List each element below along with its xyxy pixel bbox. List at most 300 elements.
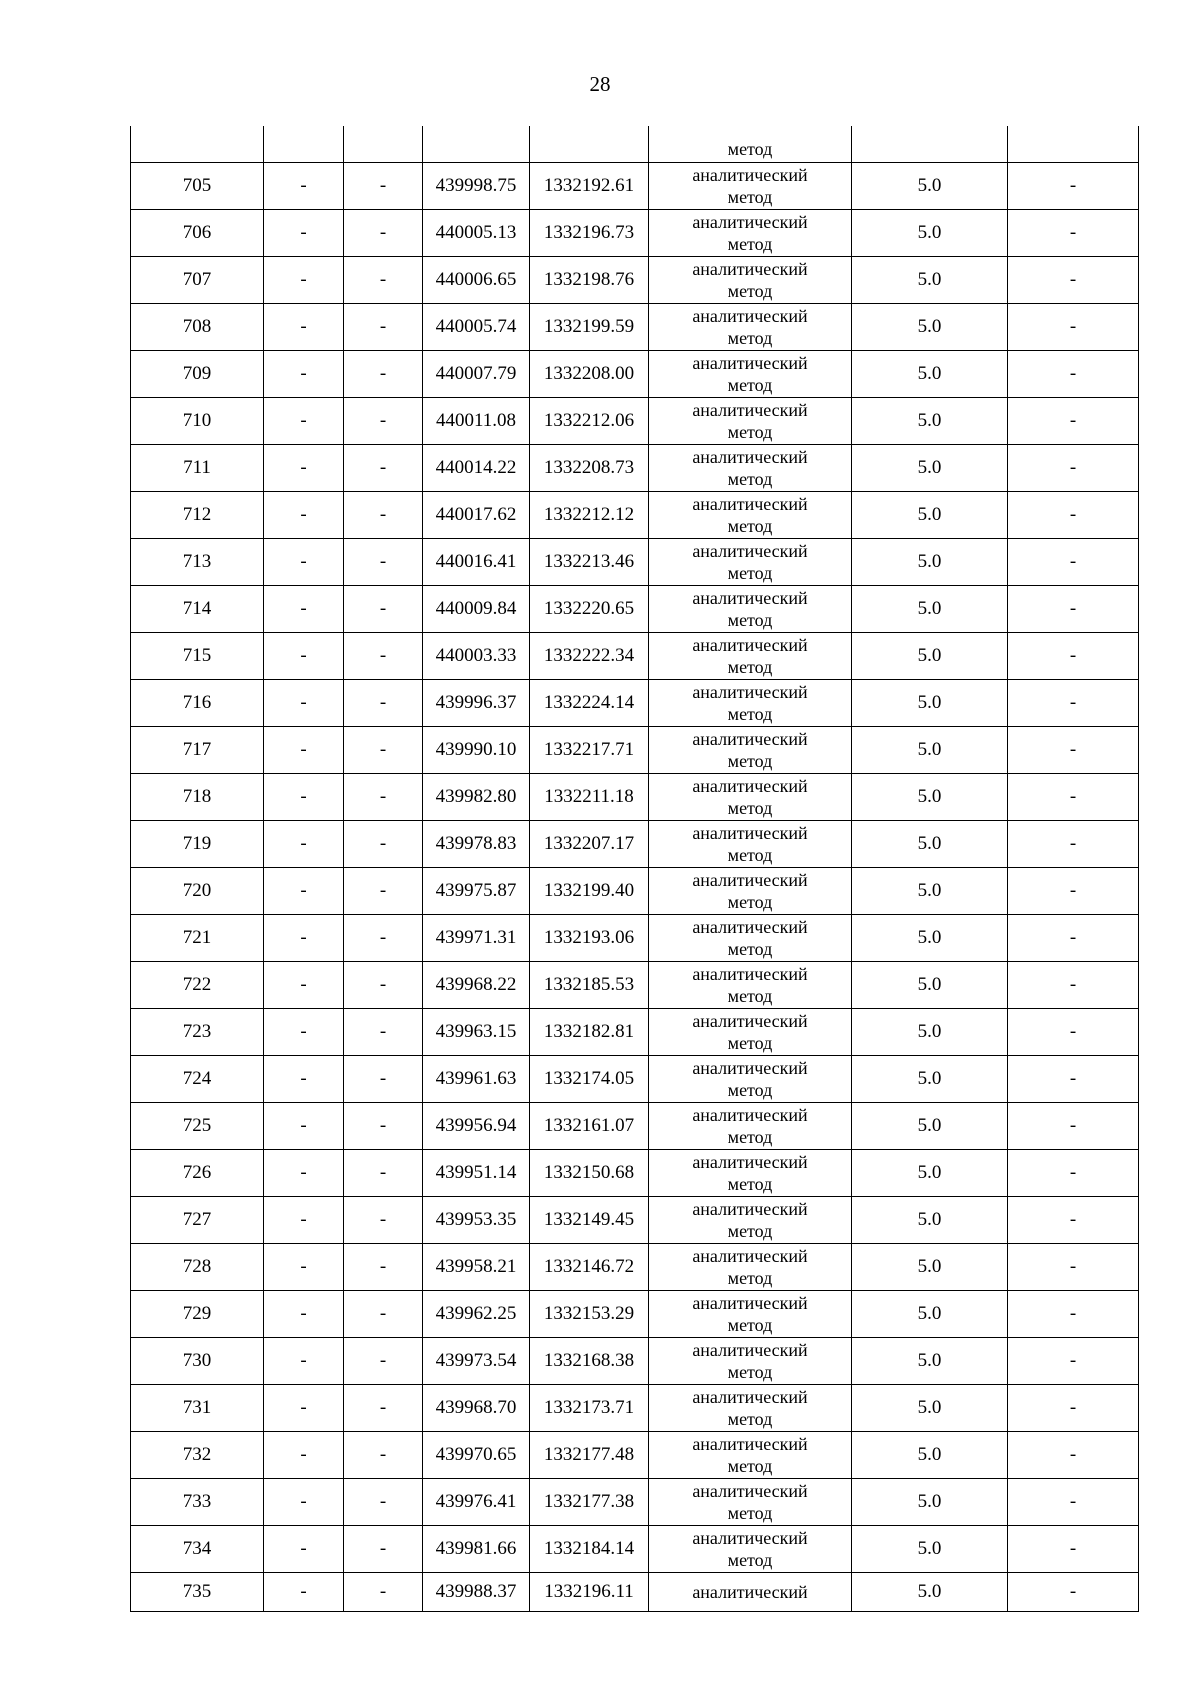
table-row xyxy=(131,915,1139,962)
method-line2: метод xyxy=(727,751,773,771)
dash-cell: - xyxy=(1008,727,1139,774)
method-line1: аналитический xyxy=(692,1340,808,1360)
method-line1: аналитический xyxy=(692,1011,808,1031)
method-line1: аналитический xyxy=(692,635,808,655)
y-coordinate-cell: 1332199.59 xyxy=(530,304,649,351)
y-coordinate-cell: 1332184.14 xyxy=(530,1526,649,1573)
point-number-cell: 733 xyxy=(131,1479,264,1526)
method-line2: метод xyxy=(727,1409,773,1429)
method-cell xyxy=(649,1291,852,1338)
accuracy-cell: 5.0 xyxy=(852,1479,1008,1526)
point-number-cell: 729 xyxy=(131,1291,264,1338)
table-row xyxy=(131,257,1139,304)
x-coordinate-cell: 439962.25 xyxy=(423,1291,530,1338)
x-coordinate-cell: 439951.14 xyxy=(423,1150,530,1197)
dash-cell: - xyxy=(264,445,344,492)
table-row xyxy=(131,586,1139,633)
point-number-cell: 727 xyxy=(131,1197,264,1244)
y-coordinate-cell: 1332149.45 xyxy=(530,1197,649,1244)
table-row xyxy=(131,1385,1139,1432)
accuracy-cell: 5.0 xyxy=(852,1244,1008,1291)
accuracy-cell: 5.0 xyxy=(852,1526,1008,1573)
table-row xyxy=(131,633,1139,680)
dash-cell: - xyxy=(1008,351,1139,398)
dash-cell: - xyxy=(344,351,423,398)
table-cell xyxy=(852,126,1008,163)
y-coordinate-cell: 1332212.06 xyxy=(530,398,649,445)
method-line2: метод xyxy=(727,234,773,254)
dash-cell: - xyxy=(1008,774,1139,821)
table-row xyxy=(131,680,1139,727)
x-coordinate-cell: 439958.21 xyxy=(423,1244,530,1291)
y-coordinate-cell: 1332185.53 xyxy=(530,962,649,1009)
dash-cell: - xyxy=(344,727,423,774)
x-coordinate-cell: 439996.37 xyxy=(423,680,530,727)
x-coordinate-cell: 439968.70 xyxy=(423,1385,530,1432)
y-coordinate-cell: 1332168.38 xyxy=(530,1338,649,1385)
accuracy-cell: 5.0 xyxy=(852,821,1008,868)
point-number-cell: 708 xyxy=(131,304,264,351)
dash-cell: - xyxy=(344,304,423,351)
dash-cell: - xyxy=(344,1103,423,1150)
dash-cell: - xyxy=(1008,304,1139,351)
x-coordinate-cell: 439982.80 xyxy=(423,774,530,821)
dash-cell: - xyxy=(264,351,344,398)
x-coordinate-cell: 440017.62 xyxy=(423,492,530,539)
y-coordinate-cell: 1332146.72 xyxy=(530,1244,649,1291)
table-row xyxy=(131,821,1139,868)
method-line2: метод xyxy=(727,281,773,301)
y-coordinate-cell: 1332193.06 xyxy=(530,915,649,962)
dash-cell: - xyxy=(264,586,344,633)
y-coordinate-cell: 1332212.12 xyxy=(530,492,649,539)
dash-cell: - xyxy=(344,445,423,492)
x-coordinate-cell: 439953.35 xyxy=(423,1197,530,1244)
method-cell xyxy=(649,257,852,304)
method-cell xyxy=(649,445,852,492)
y-coordinate-cell: 1332182.81 xyxy=(530,1009,649,1056)
method-cell xyxy=(649,1197,852,1244)
dash-cell: - xyxy=(344,962,423,1009)
method-line2: метод xyxy=(727,610,773,630)
point-number-cell: 726 xyxy=(131,1150,264,1197)
method-line2: метод xyxy=(727,1268,773,1288)
dash-cell: - xyxy=(264,492,344,539)
dash-cell: - xyxy=(264,1244,344,1291)
accuracy-cell: 5.0 xyxy=(852,210,1008,257)
method-line2: метод xyxy=(727,657,773,677)
x-coordinate-cell: 439990.10 xyxy=(423,727,530,774)
dash-cell: - xyxy=(264,1526,344,1573)
accuracy-cell: 5.0 xyxy=(852,445,1008,492)
table-row xyxy=(131,868,1139,915)
dash-cell: - xyxy=(344,586,423,633)
method-cell xyxy=(649,1244,852,1291)
y-coordinate-cell: 1332198.76 xyxy=(530,257,649,304)
dash-cell: - xyxy=(344,821,423,868)
table-row xyxy=(131,1056,1139,1103)
dash-cell: - xyxy=(264,774,344,821)
dash-cell: - xyxy=(344,1526,423,1573)
method-line2: метод xyxy=(727,187,773,207)
method-line1: аналитический xyxy=(692,823,808,843)
accuracy-cell: 5.0 xyxy=(852,1385,1008,1432)
y-coordinate-cell: 1332220.65 xyxy=(530,586,649,633)
method-line1: аналитический xyxy=(692,1105,808,1125)
point-number-cell: 707 xyxy=(131,257,264,304)
method-cell xyxy=(649,962,852,1009)
dash-cell: - xyxy=(264,1103,344,1150)
table-row xyxy=(131,1009,1139,1056)
dash-cell: - xyxy=(344,163,423,210)
method-cell xyxy=(649,539,852,586)
y-coordinate-cell: 1332174.05 xyxy=(530,1056,649,1103)
x-coordinate-cell: 440011.08 xyxy=(423,398,530,445)
method-cell xyxy=(649,821,852,868)
table-row xyxy=(131,163,1139,210)
table-cell xyxy=(344,126,423,163)
x-coordinate-cell: 439998.75 xyxy=(423,163,530,210)
x-coordinate-cell: 439970.65 xyxy=(423,1432,530,1479)
point-number-cell: 711 xyxy=(131,445,264,492)
table-row xyxy=(131,1573,1139,1612)
method-line1: аналитический xyxy=(692,1199,808,1219)
method-line1: аналитический xyxy=(692,1246,808,1266)
x-coordinate-cell: 439976.41 xyxy=(423,1479,530,1526)
method-cell xyxy=(649,1479,852,1526)
point-number-cell: 712 xyxy=(131,492,264,539)
dash-cell: - xyxy=(344,398,423,445)
method-line2: метод xyxy=(727,139,773,159)
coordinates-table xyxy=(130,126,1139,1612)
table-row xyxy=(131,1338,1139,1385)
table-row xyxy=(131,210,1139,257)
dash-cell: - xyxy=(1008,257,1139,304)
dash-cell: - xyxy=(344,868,423,915)
x-coordinate-cell: 439956.94 xyxy=(423,1103,530,1150)
method-line2: метод xyxy=(727,1221,773,1241)
page-number: 28 xyxy=(589,72,611,96)
accuracy-cell: 5.0 xyxy=(852,774,1008,821)
method-cell xyxy=(649,304,852,351)
accuracy-cell: 5.0 xyxy=(852,1197,1008,1244)
table-row xyxy=(131,1432,1139,1479)
table-row xyxy=(131,304,1139,351)
method-line1: аналитический xyxy=(692,1481,808,1501)
dash-cell: - xyxy=(264,398,344,445)
y-coordinate-cell: 1332224.14 xyxy=(530,680,649,727)
method-line2: метод xyxy=(727,1503,773,1523)
dash-cell: - xyxy=(1008,1009,1139,1056)
accuracy-cell: 5.0 xyxy=(852,1103,1008,1150)
method-line2: метод xyxy=(727,704,773,724)
method-line1: аналитический xyxy=(692,1293,808,1313)
method-cell xyxy=(649,727,852,774)
dash-cell: - xyxy=(264,727,344,774)
dash-cell: - xyxy=(344,1056,423,1103)
table-cell xyxy=(131,126,264,163)
accuracy-cell: 5.0 xyxy=(852,633,1008,680)
method-line2: метод xyxy=(727,1033,773,1053)
method-line1: аналитический xyxy=(692,306,808,326)
dash-cell: - xyxy=(344,1479,423,1526)
method-line2: метод xyxy=(727,1362,773,1382)
accuracy-cell: 5.0 xyxy=(852,398,1008,445)
dash-cell: - xyxy=(264,1573,344,1612)
y-coordinate-cell: 1332173.71 xyxy=(530,1385,649,1432)
table-row xyxy=(131,1479,1139,1526)
method-line1: аналитический xyxy=(692,541,808,561)
dash-cell: - xyxy=(1008,1432,1139,1479)
table-cell xyxy=(264,126,344,163)
y-coordinate-cell: 1332192.61 xyxy=(530,163,649,210)
point-number-cell: 723 xyxy=(131,1009,264,1056)
table-row xyxy=(131,1103,1139,1150)
point-number-cell: 721 xyxy=(131,915,264,962)
method-cell xyxy=(649,774,852,821)
method-line2: метод xyxy=(727,1127,773,1147)
method-cell xyxy=(649,633,852,680)
dash-cell: - xyxy=(1008,1197,1139,1244)
point-number-cell: 709 xyxy=(131,351,264,398)
method-line1: аналитический xyxy=(692,964,808,984)
method-line1: аналитический xyxy=(692,400,808,420)
method-line2: метод xyxy=(727,422,773,442)
table-row xyxy=(131,1291,1139,1338)
dash-cell: - xyxy=(1008,210,1139,257)
dash-cell: - xyxy=(264,1432,344,1479)
table-row xyxy=(131,727,1139,774)
accuracy-cell: 5.0 xyxy=(852,351,1008,398)
method-cell xyxy=(649,1573,852,1612)
x-coordinate-cell: 439961.63 xyxy=(423,1056,530,1103)
point-number-cell: 716 xyxy=(131,680,264,727)
x-coordinate-cell: 440005.13 xyxy=(423,210,530,257)
x-coordinate-cell: 440006.65 xyxy=(423,257,530,304)
x-coordinate-cell: 439963.15 xyxy=(423,1009,530,1056)
method-cell xyxy=(649,680,852,727)
accuracy-cell: 5.0 xyxy=(852,680,1008,727)
method-line1: аналитический xyxy=(692,1582,808,1602)
dash-cell: - xyxy=(344,1432,423,1479)
method-cell xyxy=(649,1009,852,1056)
dash-cell: - xyxy=(1008,1056,1139,1103)
dash-cell: - xyxy=(264,1291,344,1338)
dash-cell: - xyxy=(344,1150,423,1197)
method-cell xyxy=(649,126,852,163)
table-row xyxy=(131,962,1139,1009)
y-coordinate-cell: 1332196.73 xyxy=(530,210,649,257)
dash-cell: - xyxy=(264,1385,344,1432)
point-number-cell: 722 xyxy=(131,962,264,1009)
point-number-cell: 732 xyxy=(131,1432,264,1479)
accuracy-cell: 5.0 xyxy=(852,1338,1008,1385)
accuracy-cell: 5.0 xyxy=(852,492,1008,539)
point-number-cell: 717 xyxy=(131,727,264,774)
table-row xyxy=(131,1150,1139,1197)
accuracy-cell: 5.0 xyxy=(852,1056,1008,1103)
dash-cell: - xyxy=(1008,1479,1139,1526)
method-cell xyxy=(649,1432,852,1479)
x-coordinate-cell: 440009.84 xyxy=(423,586,530,633)
dash-cell: - xyxy=(264,1197,344,1244)
accuracy-cell: 5.0 xyxy=(852,586,1008,633)
method-cell xyxy=(649,1385,852,1432)
method-line2: метод xyxy=(727,845,773,865)
method-cell xyxy=(649,492,852,539)
method-cell xyxy=(649,868,852,915)
method-line1: аналитический xyxy=(692,917,808,937)
dash-cell: - xyxy=(1008,1573,1139,1612)
table-row xyxy=(131,1526,1139,1573)
method-cell xyxy=(649,163,852,210)
method-line2: метод xyxy=(727,1174,773,1194)
method-line2: метод xyxy=(727,1080,773,1100)
dash-cell: - xyxy=(1008,398,1139,445)
point-number-cell: 706 xyxy=(131,210,264,257)
dash-cell: - xyxy=(1008,1526,1139,1573)
dash-cell: - xyxy=(1008,492,1139,539)
dash-cell: - xyxy=(264,1338,344,1385)
dash-cell: - xyxy=(1008,821,1139,868)
method-line1: аналитический xyxy=(692,1152,808,1172)
y-coordinate-cell: 1332222.34 xyxy=(530,633,649,680)
method-cell xyxy=(649,398,852,445)
method-line1: аналитический xyxy=(692,776,808,796)
table-cell xyxy=(530,126,649,163)
dash-cell: - xyxy=(344,210,423,257)
method-line2: метод xyxy=(727,939,773,959)
table-row xyxy=(131,492,1139,539)
dash-cell: - xyxy=(1008,915,1139,962)
dash-cell: - xyxy=(344,1197,423,1244)
point-number-cell: 730 xyxy=(131,1338,264,1385)
method-cell xyxy=(649,915,852,962)
dash-cell: - xyxy=(1008,1385,1139,1432)
point-number-cell: 710 xyxy=(131,398,264,445)
point-number-cell: 728 xyxy=(131,1244,264,1291)
x-coordinate-cell: 439988.37 xyxy=(423,1573,530,1612)
table-row xyxy=(131,1244,1139,1291)
dash-cell: - xyxy=(344,1573,423,1612)
dash-cell: - xyxy=(1008,1291,1139,1338)
x-coordinate-cell: 439981.66 xyxy=(423,1526,530,1573)
method-line2: метод xyxy=(727,516,773,536)
dash-cell: - xyxy=(344,1009,423,1056)
point-number-cell: 735 xyxy=(131,1573,264,1612)
y-coordinate-cell: 1332208.73 xyxy=(530,445,649,492)
method-line1: аналитический xyxy=(692,165,808,185)
dash-cell: - xyxy=(264,915,344,962)
method-line2: метод xyxy=(727,1315,773,1335)
dash-cell: - xyxy=(264,680,344,727)
dash-cell: - xyxy=(264,1009,344,1056)
x-coordinate-cell: 440014.22 xyxy=(423,445,530,492)
table-row xyxy=(131,774,1139,821)
dash-cell: - xyxy=(1008,1150,1139,1197)
y-coordinate-cell: 1332161.07 xyxy=(530,1103,649,1150)
y-coordinate-cell: 1332150.68 xyxy=(530,1150,649,1197)
dash-cell: - xyxy=(264,1150,344,1197)
method-line2: метод xyxy=(727,892,773,912)
dash-cell: - xyxy=(264,962,344,1009)
method-cell xyxy=(649,1338,852,1385)
point-number-cell: 718 xyxy=(131,774,264,821)
x-coordinate-cell: 440007.79 xyxy=(423,351,530,398)
y-coordinate-cell: 1332199.40 xyxy=(530,868,649,915)
method-line2: метод xyxy=(727,375,773,395)
table-cell xyxy=(1008,126,1139,163)
x-coordinate-cell: 440003.33 xyxy=(423,633,530,680)
table-cell xyxy=(423,126,530,163)
point-number-cell: 719 xyxy=(131,821,264,868)
method-cell xyxy=(649,1150,852,1197)
y-coordinate-cell: 1332196.11 xyxy=(530,1573,649,1612)
accuracy-cell: 5.0 xyxy=(852,1291,1008,1338)
accuracy-cell: 5.0 xyxy=(852,257,1008,304)
method-line1: аналитический xyxy=(692,682,808,702)
y-coordinate-cell: 1332177.48 xyxy=(530,1432,649,1479)
method-line2: метод xyxy=(727,469,773,489)
accuracy-cell: 5.0 xyxy=(852,962,1008,1009)
accuracy-cell: 5.0 xyxy=(852,915,1008,962)
dash-cell: - xyxy=(344,257,423,304)
dash-cell: - xyxy=(1008,586,1139,633)
y-coordinate-cell: 1332153.29 xyxy=(530,1291,649,1338)
method-line2: метод xyxy=(727,798,773,818)
method-line1: аналитический xyxy=(692,353,808,373)
method-line1: аналитический xyxy=(692,588,808,608)
method-line1: аналитический xyxy=(692,1528,808,1548)
dash-cell: - xyxy=(264,633,344,680)
dash-cell: - xyxy=(264,163,344,210)
y-coordinate-cell: 1332177.38 xyxy=(530,1479,649,1526)
method-cell xyxy=(649,1103,852,1150)
y-coordinate-cell: 1332217.71 xyxy=(530,727,649,774)
point-number-cell: 724 xyxy=(131,1056,264,1103)
dash-cell: - xyxy=(264,821,344,868)
y-coordinate-cell: 1332213.46 xyxy=(530,539,649,586)
method-line1: аналитический xyxy=(692,447,808,467)
accuracy-cell: 5.0 xyxy=(852,539,1008,586)
method-line1: аналитический xyxy=(692,1434,808,1454)
dash-cell: - xyxy=(344,539,423,586)
dash-cell: - xyxy=(1008,445,1139,492)
dash-cell: - xyxy=(1008,868,1139,915)
dash-cell: - xyxy=(264,304,344,351)
method-cell xyxy=(649,1056,852,1103)
x-coordinate-cell: 439978.83 xyxy=(423,821,530,868)
accuracy-cell: 5.0 xyxy=(852,163,1008,210)
dash-cell: - xyxy=(344,1385,423,1432)
y-coordinate-cell: 1332208.00 xyxy=(530,351,649,398)
dash-cell: - xyxy=(1008,1244,1139,1291)
dash-cell: - xyxy=(1008,1338,1139,1385)
table-row xyxy=(131,445,1139,492)
point-number-cell: 715 xyxy=(131,633,264,680)
method-line1: аналитический xyxy=(692,494,808,514)
point-number-cell: 705 xyxy=(131,163,264,210)
table-row xyxy=(131,398,1139,445)
method-cell xyxy=(649,1526,852,1573)
accuracy-cell: 5.0 xyxy=(852,1150,1008,1197)
x-coordinate-cell: 440005.74 xyxy=(423,304,530,351)
table-row-continuation xyxy=(131,126,1139,163)
point-number-cell: 714 xyxy=(131,586,264,633)
accuracy-cell: 5.0 xyxy=(852,1432,1008,1479)
point-number-cell: 734 xyxy=(131,1526,264,1573)
dash-cell: - xyxy=(1008,163,1139,210)
